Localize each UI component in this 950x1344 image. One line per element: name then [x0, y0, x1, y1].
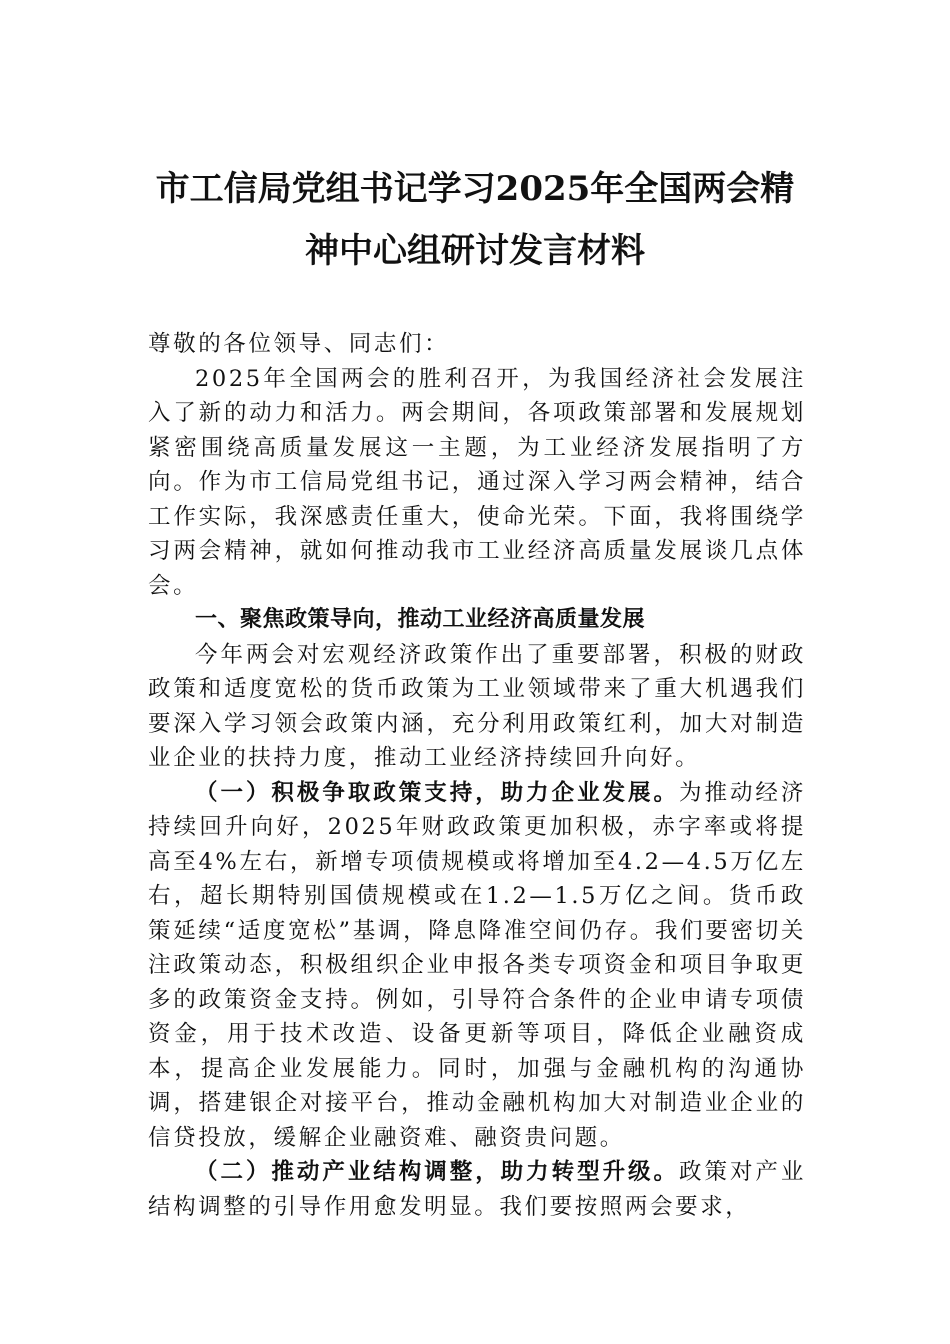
- document-body: [148, 327, 806, 1224]
- salutation: 尊敬的各位领导、同志们：: [148, 331, 450, 357]
- title-line-2: 神中心组研讨发言材料: [305, 231, 645, 271]
- intro-paragraph: 2025年全国两会的胜利召开，为我国经济社会发展注入了新的动力和活力。两会期间，各项政策部署和发展规划紧密围绕高质量发展这一主题，为工业经济发展指明了方向。作为市工信局党组书记，通过深入学习两会精神，结合工作实际，我深感责任重大，使命光荣。下面，我将围绕学习两会精神，就如何推动我市工业经济高质量发展谈几点体会。: [148, 365, 806, 599]
- section-1-heading: 一、聚焦政策导向，推动工业经济高质量发展: [195, 607, 646, 632]
- subsection-2-paragraph: [148, 1155, 806, 1224]
- subsection-1-lead: （一）积极争取政策支持，助力企业发展。: [195, 779, 679, 806]
- subsection-1-text: 为推动经济持续回升向好，2025年财政政策更加积极，赤字率或将提高至4%左右，新增专项债规模或将增加至4.2—4.5万亿左右，超长期特别国债规模或在1.2—1.5万亿之间。货币政策延续“适度宽松”基调，降息降准空间仍存。我们要密切关注政策动态，积极组织企业申报各类专项资金和项目争取更多的政策资金支持。例如，引导符合条件的企业申请专项债资金，用于技术改造、设备更新等项目，降低企业融资成本，提高企业发展能力。同时，加强与金融机构的沟通协调，搭建银企对接平台，推动金融机构加大对制造业企业的信贷投放，缓解企业融资难、融资贵问题。: [148, 779, 806, 1151]
- subsection-1-paragraph: [148, 776, 806, 1156]
- section-1-paragraph: 今年两会对宏观经济政策作出了重要部署，积极的财政政策和适度宽松的货币政策为工业领域带来了重大机遇我们要深入学习领会政策内涵，充分利用政策红利，加大对制造业企业的扶持力度，推动工业经济持续回升向好。: [148, 641, 806, 771]
- subsection-2-lead: （二）推动产业结构调整，助力转型升级。: [195, 1159, 679, 1185]
- subsection-2-text: 政策对产业结构调整的引导作用愈发明显。我们要按照两会要求，: [148, 1159, 806, 1220]
- document-title: [130, 158, 820, 282]
- title-line-1: 市工信局党组书记学习2025年全国两会精: [155, 169, 795, 209]
